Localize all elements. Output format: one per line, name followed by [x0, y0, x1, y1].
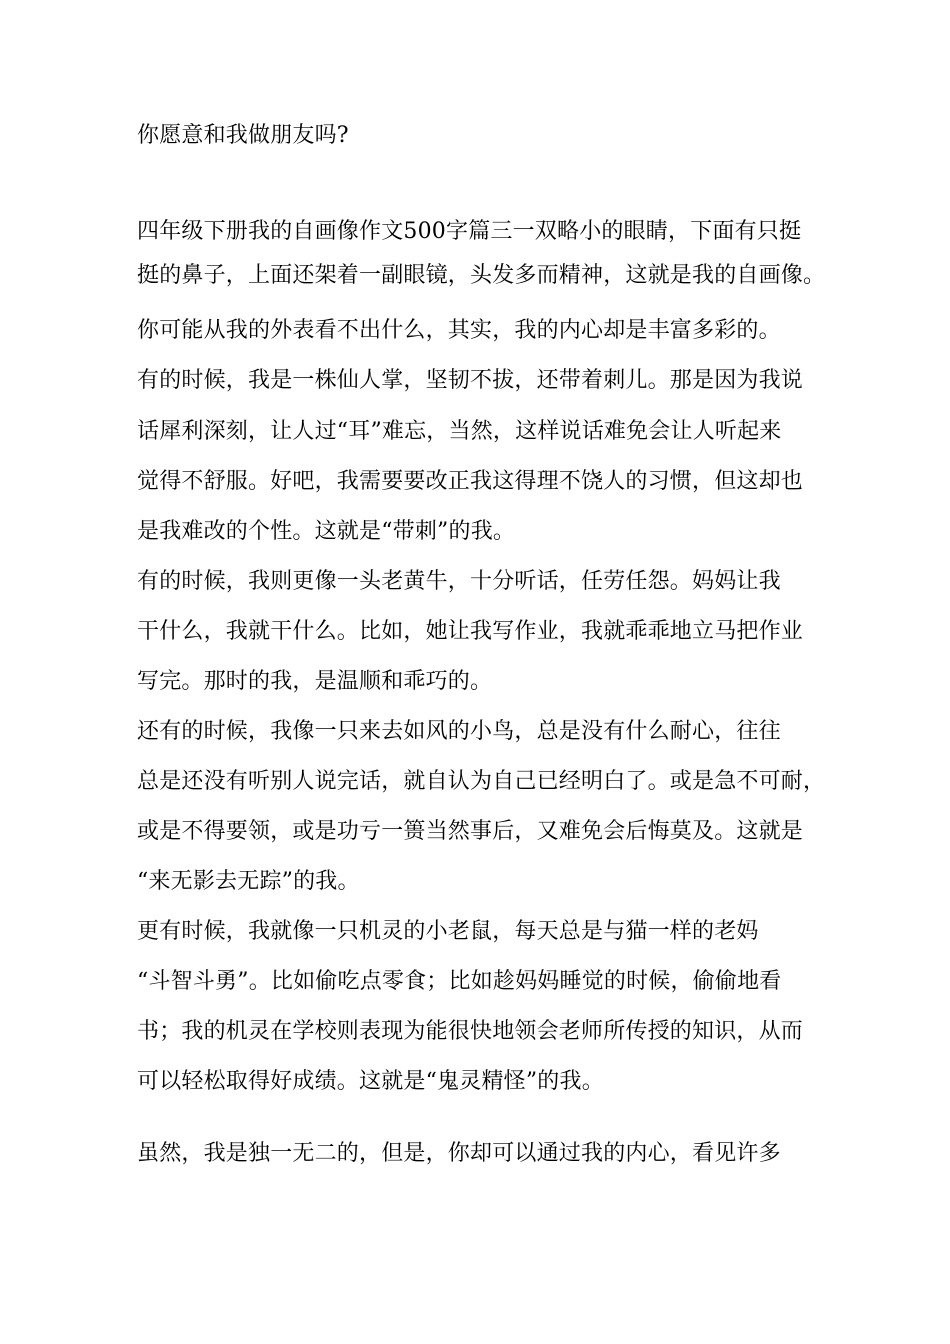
text-line: 书；我的机灵在学校则表现为能很快地领会老师所传授的知识，从而	[137, 1019, 804, 1044]
text-line: 有的时候，我是一株仙人掌，坚韧不拔，还带着刺儿。那是因为我说	[137, 368, 804, 393]
text-line: 你愿意和我做朋友吗?	[137, 123, 349, 148]
text-line: 四年级下册我的自画像作文500字篇三一双略小的眼睛，下面有只挺	[137, 219, 802, 244]
text-line: “斗智斗勇”。比如偷吃点零食；比如趁妈妈睡觉的时候，偷偷地看	[137, 969, 782, 994]
text-line: 还有的时候，我像一只来去如风的小鸟，总是没有什么耐心，往往	[137, 719, 781, 744]
text-line: 是我难改的个性。这就是“带刺”的我。	[137, 519, 516, 544]
text-line: 话犀利深刻，让人过“耳”难忘，当然，这样说话难免会让人听起来	[137, 419, 782, 444]
text-line: 你可能从我的外表看不出什么，其实，我的内心却是丰富多彩的。	[137, 318, 781, 343]
text-line: 总是还没有听别人说完话，就自认为自己已经明白了。或是急不可耐，	[137, 769, 826, 794]
text-line: 干什么，我就干什么。比如，她让我写作业，我就乖乖地立马把作业	[137, 619, 804, 644]
text-line: 有的时候，我则更像一头老黄牛，十分听话，任劳任怨。妈妈让我	[137, 569, 781, 594]
text-line: 写完。那时的我，是温顺和乖巧的。	[137, 669, 493, 694]
text-line: 挺的鼻子，上面还架着一副眼镜，头发多而精神，这就是我的自画像。	[137, 263, 826, 288]
text-line: 可以轻松取得好成绩。这就是“鬼灵精怪”的我。	[137, 1069, 604, 1094]
text-line: 更有时候，我就像一只机灵的小老鼠，每天总是与猫一样的老妈	[137, 919, 759, 944]
text-line: 或是不得要领，或是功亏一篑当然事后，又难免会后悔莫及。这就是	[137, 819, 804, 844]
text-line: 觉得不舒服。好吧，我需要要改正我这得理不饶人的习惯，但这却也	[137, 469, 804, 494]
text-line: “来无影去无踪”的我。	[137, 869, 360, 894]
text-line: 虽然，我是独一无二的，但是，你却可以通过我的内心，看见许多	[137, 1141, 781, 1166]
